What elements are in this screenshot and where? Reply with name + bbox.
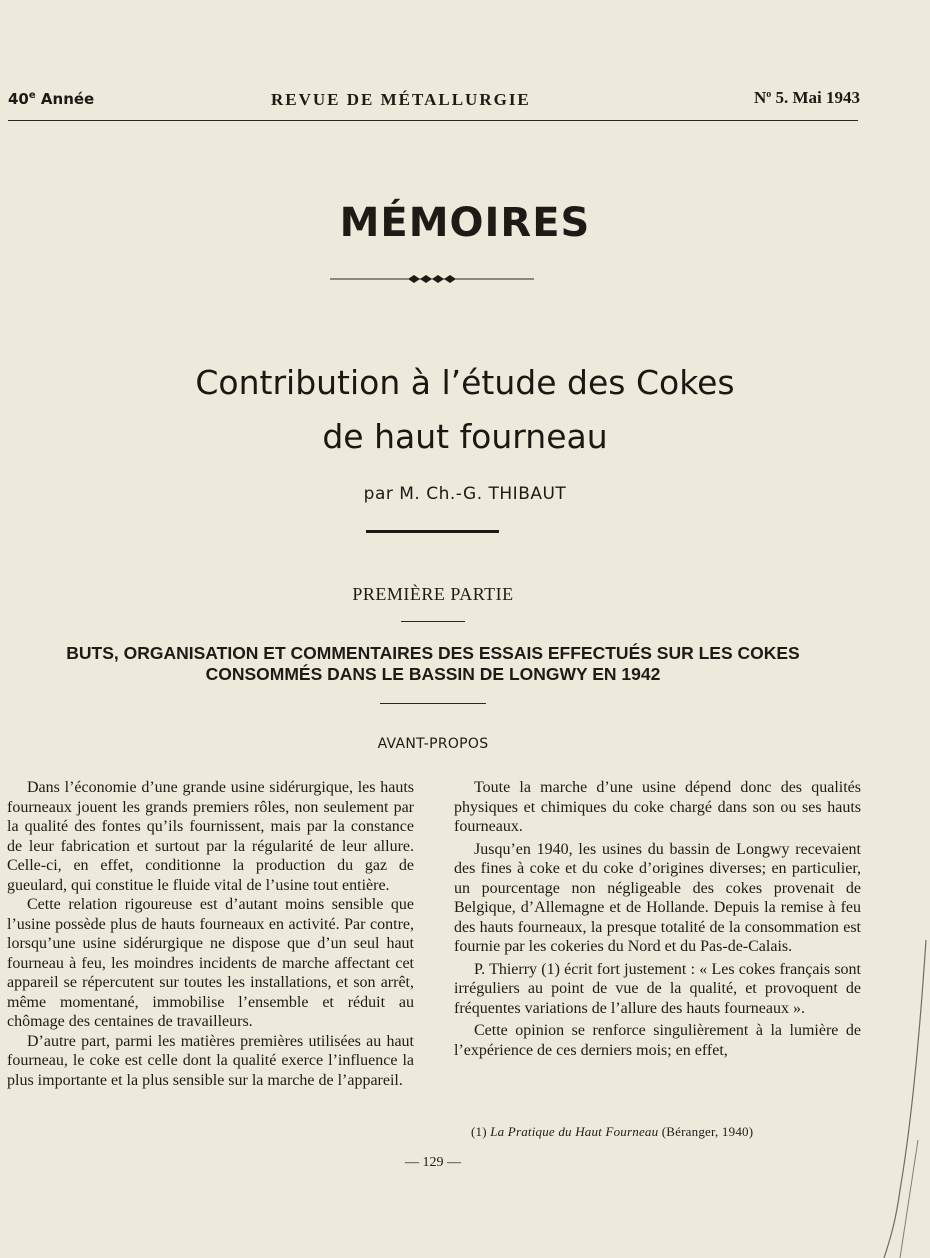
body-column-right: [454, 778, 861, 1063]
paragraph: Toute la marche d’une usine dépend donc des qualités physiques et chimiques du coke chargé dans son ou ses hauts fourneaux.: [454, 779, 861, 835]
article-subtitle: [0, 643, 866, 685]
paragraph: Dans l’économie d’une grande usine sidérurgique, les hauts fourneaux jouent les grands premiers rôles, non seulement par la qualité des fontes qu’ils fournissent, mais par la constance de leur fabrication et surtout par la régularité de leur allure. Celle-ci, en effet, conditionne la production du gaz de gueulard, qui constitue le fluide vital de l’usine tout entière.: [7, 779, 414, 894]
article-title-line-1: Contribution à l’étude des Cokes: [195, 363, 735, 402]
subtitle-line-1: BUTS, ORGANISATION ET COMMENTAIRES DES ESSAIS EFFECTUÉS SUR LES COKES: [66, 643, 800, 663]
volume-label: 40e Année: [8, 90, 95, 108]
subtitle-line-2: CONSOMMÉS DANS LE BASSIN DE LONGWY EN 1942: [205, 664, 661, 684]
body-column-left: [7, 778, 414, 1090]
pencil-margin-mark: [860, 940, 930, 1258]
footnote-title: La Pratique du Haut Fourneau: [490, 1124, 659, 1139]
footnote: [471, 1124, 753, 1140]
part-title: PREMIÈRE PARTIE: [352, 584, 514, 604]
footnote-marker: (1): [471, 1124, 487, 1139]
article-title-line-2: de haut fourneau: [322, 417, 608, 456]
issue-label: $N^o$ 5. Mai 1943: [753, 88, 860, 107]
page-number: — 129 —: [405, 1155, 461, 1170]
paragraph: Cette relation rigoureuse est d’autant moins sensible que l’usine possède plus de hauts fourneaux en activité. Par contre, lorsqu’une usine sidérurgique ne dispose que d’un seul haut fourneau à feu, les moindres incidents de marche affectant cet appareil se répercutent sur toutes les installations, et son arrêt, même momentané, immobilise l’ensemble et réduit au chômage des centaines de travailleurs.: [7, 896, 414, 1030]
running-header: [8, 86, 860, 112]
paragraph: P. Thierry (1) écrit fort justement : « Les cokes français sont irréguliers au point de vue de la qualité, et provoquent de fréquentes variations de l’allure des hauts fourneaux ».: [454, 960, 861, 1017]
avant-propos-heading: AVANT-PROPOS: [377, 736, 489, 752]
byline: par M. Ch.-G. THIBAUT: [363, 484, 567, 504]
paragraph: D’autre part, parmi les matières premières utilisées au haut fourneau, le coke est celle dont la qualité exerce l’influence la plus importante et la plus sensible sur la marche de l’appareil.: [7, 1032, 414, 1089]
ornament-divider: [330, 272, 534, 286]
article-title: [0, 356, 930, 464]
section-title: MÉMOIRES: [339, 200, 591, 246]
journal-name: REVUE DE MÉTALLURGIE: [271, 90, 531, 109]
part-rule: [401, 621, 465, 622]
byline-rule: [366, 530, 499, 533]
header-rule: [8, 120, 858, 121]
footnote-citation: (Béranger, 1940): [661, 1124, 754, 1139]
paragraph: Jusqu’en 1940, les usines du bassin de Longwy recevaient des fines à coke et du coke d’origines diverses; en particulier, un pourcentage non négligeable des cokes provenait de Belgique, d’Allemagne et de Hollande. Depuis la remise à feu des hauts fourneaux, la presque totalité de la consommation est fournie par les cokeries du Nord et du Pas-de-Calais.: [454, 840, 861, 955]
subtitle-rule: [380, 703, 486, 704]
paragraph: Cette opinion se renforce singulièrement à la lumière de l’expérience de ces derniers mois; en effet,: [454, 1022, 861, 1059]
